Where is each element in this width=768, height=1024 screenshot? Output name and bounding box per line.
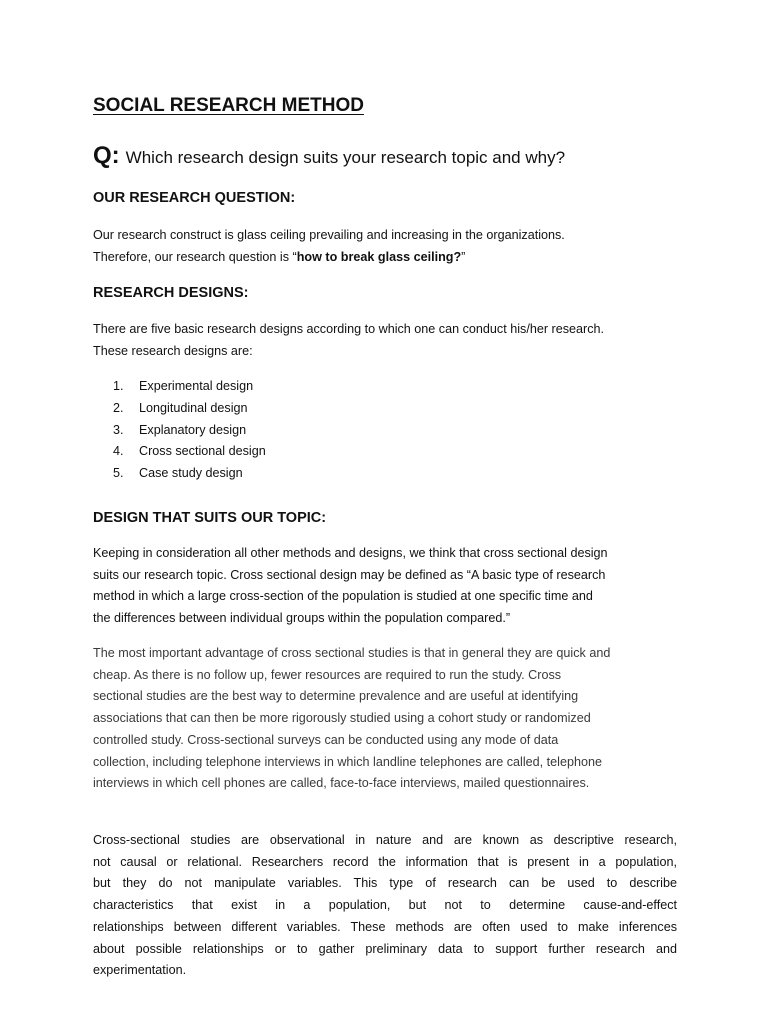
intro-line: There are five basic research designs according to which one can conduct his/her research.	[93, 322, 605, 336]
question-text: Which research design suits your research topic and why?	[125, 148, 566, 167]
list-item-number: 2.	[113, 400, 124, 415]
paragraph-line: collection, including telephone interviews in which landline telephones are called, telephone	[93, 754, 602, 769]
list-item-label: Longitudinal design	[139, 400, 248, 415]
design-suits-paragraph-3	[93, 830, 677, 982]
paragraph-line: The most important advantage of cross sectional studies is that in general they are quick and	[93, 646, 611, 660]
list-item	[113, 398, 266, 420]
list-item	[113, 376, 266, 398]
paragraph-line: associations that can then be more rigorously studied using a cohort study or randomized	[93, 711, 591, 726]
paragraph-line: relationships between different variables. These methods are often used to make inferences	[93, 919, 677, 934]
research-designs-list	[113, 376, 266, 485]
list-item-number: 4.	[113, 444, 124, 459]
paragraph-line: but they do not manipulate variables. This type of research can be used to describe	[93, 876, 677, 891]
list-item-number: 1.	[113, 379, 124, 393]
document-title: SOCIAL RESEARCH METHOD	[93, 95, 364, 116]
paragraph-line: characteristics that exist in a population, but not to determine cause-and-effect	[93, 898, 677, 913]
research-designs-heading: RESEARCH DESIGNS:	[93, 285, 249, 301]
paragraph-line: about possible relationships or to gather preliminary data to support further research and	[93, 941, 677, 956]
design-suits-heading: DESIGN THAT SUITS OUR TOPIC:	[93, 510, 327, 526]
list-item	[113, 441, 266, 463]
question-line	[93, 142, 565, 170]
research-question-line-1: Our research construct is glass ceiling prevailing and increasing in the organizations.	[93, 228, 565, 242]
paragraph-line: interviews in which cell phones are called, face-to-face interviews, mailed questionnaires.	[93, 776, 590, 791]
list-item-number: 5.	[113, 466, 124, 481]
list-item-label: Explanatory design	[139, 422, 247, 437]
paragraph-line: Cross-sectional studies are observational in nature and are known as descriptive research,	[93, 833, 677, 847]
list-item-label: Case study design	[139, 466, 243, 481]
paragraph-line: the differences between individual groups within the population compared.”	[93, 611, 511, 626]
list-item-label: Cross sectional design	[139, 444, 266, 459]
intro-line: These research designs are:	[93, 343, 253, 358]
paragraph-line: experimentation.	[93, 963, 187, 978]
research-question-paragraph	[93, 225, 677, 268]
list-item	[113, 463, 266, 485]
research-question-emphasis: how to break glass ceiling?	[296, 249, 462, 264]
paragraph-line: sectional studies are the best way to determine prevalence and are useful at identifying	[93, 689, 579, 704]
paragraph-line: method in which a large cross-section of the population is studied at one specific time and	[93, 589, 593, 604]
paragraph-line: cheap. As there is no follow up, fewer resources are required to run the study. Cross	[93, 667, 562, 682]
paragraph-line: Keeping in consideration all other methods and designs, we think that cross sectional design	[93, 546, 608, 560]
list-item-label: Experimental design	[139, 379, 254, 393]
research-designs-intro	[93, 319, 677, 362]
research-question-prefix: Therefore, our research question is “	[93, 249, 297, 264]
paragraph-line: not causal or relational. Researchers record the information that is present in a population,	[93, 854, 677, 869]
question-label: Q:	[93, 142, 120, 169]
research-question-heading: OUR RESEARCH QUESTION:	[93, 190, 296, 206]
list-item	[113, 420, 266, 442]
design-suits-paragraph-2	[93, 643, 677, 795]
paragraph-line: suits our research topic. Cross sectional design may be defined as “A basic type of research	[93, 567, 606, 582]
list-item-number: 3.	[113, 422, 124, 437]
research-question-suffix: ”	[461, 249, 466, 264]
paragraph-line: controlled study. Cross-sectional surveys can be conducted using any mode of data	[93, 732, 559, 747]
design-suits-paragraph-1	[93, 543, 677, 630]
research-question-line-2	[93, 247, 677, 269]
